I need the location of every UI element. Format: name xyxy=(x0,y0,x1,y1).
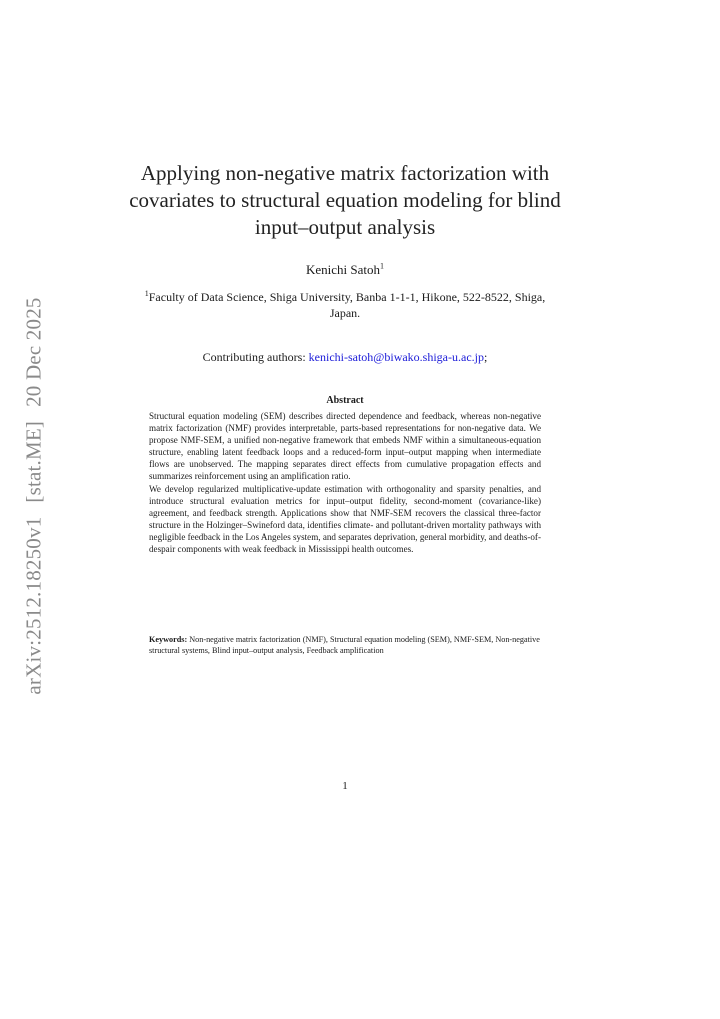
keywords-label: Keywords: xyxy=(149,635,188,644)
arxiv-date: 20 Dec 2025 xyxy=(21,297,46,407)
author-line xyxy=(120,262,570,278)
page-number: 1 xyxy=(342,780,348,792)
contributing-authors xyxy=(120,349,570,365)
keywords xyxy=(149,635,541,656)
affiliation-text: Faculty of Data Science, Shiga University, Banba 1-1-1, Hikone, 522-8522, Shiga, Japan. xyxy=(148,290,546,320)
arxiv-sidebar-identifier xyxy=(22,297,47,694)
keywords-text: Non-negative matrix factorization (NMF), Structural equation modeling (SEM), NMF-SEM, Non-negative structural systems, Blind input–output analysis, Feedback amplification xyxy=(149,635,540,655)
abstract-body xyxy=(149,410,541,555)
affiliation xyxy=(140,289,550,321)
arxiv-category: [stat.ME] xyxy=(21,420,46,503)
abstract-heading: Abstract xyxy=(326,395,364,406)
abstract-paragraph-1: Structural equation modeling (SEM) describes directed dependence and feedback, whereas non-negative matrix factorization (NMF) provides interpretable, parts-based representations for non-negative data. We propose NMF-SEM, a unified non-negative framework that embeds NMF within a simultaneous-equation structure, enabling latent feedback loops and a reduced-form input–output mapping when intermediate flows are unobserved. The mapping separates direct effects from cumulative propagation effects and summarizes reinforcement using an amplification ratio. xyxy=(149,411,541,482)
arxiv-id: arXiv:2512.18250v1 xyxy=(21,516,46,695)
contrib-label: Contributing authors: xyxy=(202,350,309,364)
contrib-suffix: ; xyxy=(484,350,488,364)
paper-title: Applying non-negative matrix factorization with covariates to structural equation modeling for blind input–output analysis xyxy=(129,161,561,239)
author-email-link[interactable]: kenichi-satoh@biwako.shiga-u.ac.jp xyxy=(308,350,484,364)
affiliation-superscript: 1 xyxy=(144,289,149,298)
abstract-paragraph-2: We develop regularized multiplicative-update estimation with orthogonality and sparsity penalties, and introduce structural evaluation metrics for input–output fidelity, second-moment (covariance-like) agreement, and feedback strength. Applications show that NMF-SEM recovers the classical three-factor structure in the Holzinger–Swineford data, identifies climate- and pollutant-driven mortality pathways with negligible feedback in the Los Angeles system, and separates deprivation, general morbidity, and deaths-of-despair components with weak feedback in Mississippi health outcomes. xyxy=(149,483,541,555)
author-name: Kenichi Satoh xyxy=(305,262,380,277)
author-superscript: 1 xyxy=(380,261,384,271)
